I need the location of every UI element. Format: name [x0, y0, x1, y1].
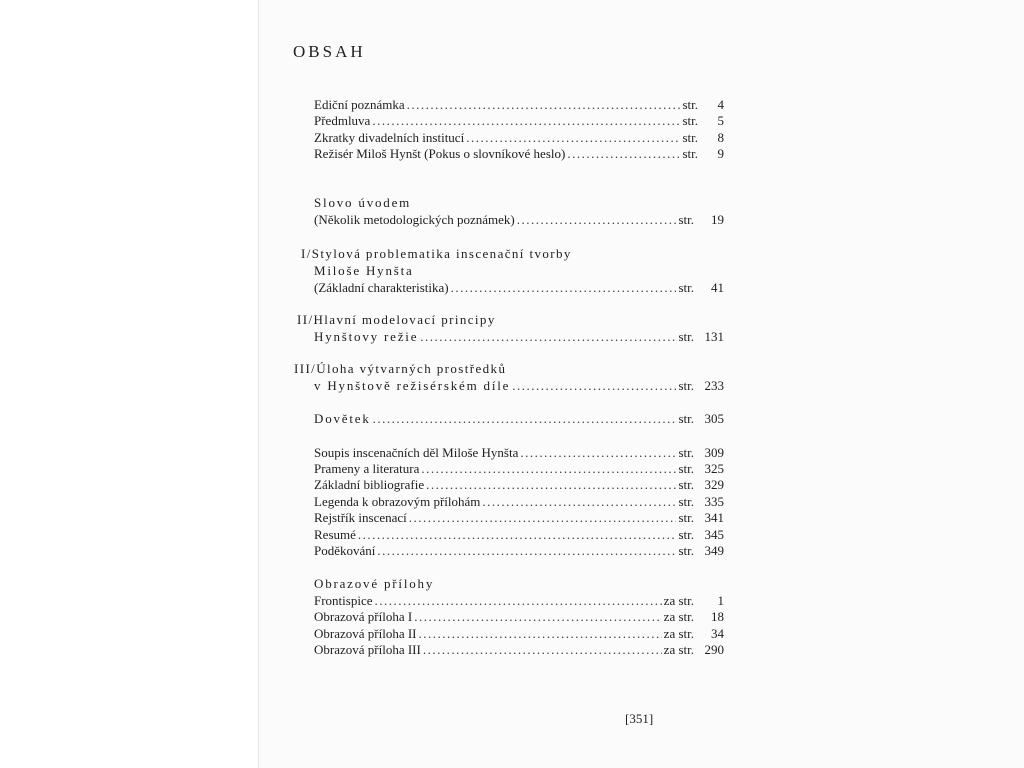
page-title: OBSAH — [293, 42, 366, 61]
chapter-number: I/ — [301, 246, 312, 261]
toc-entry: Dovětek ..... str. 305 — [314, 410, 724, 427]
toc-entry: Předmluva ..... str. 5 — [314, 112, 724, 129]
toc-entry: Obrazová příloha I ..... za str. 18 — [314, 608, 724, 625]
toc-entry: Režisér Miloš Hynšt (Pokus o slovníkové heslo) ..... str. 9 — [314, 145, 724, 162]
toc-entry: Obrazová příloha III ..... za str. 290 — [314, 641, 724, 658]
toc-entry: Obrazová příloha II ..... za str. 34 — [314, 625, 724, 642]
toc-entry: Ediční poznámka ..... str. 4 — [314, 96, 724, 113]
toc-entry: Legenda k obrazovým přílohám ..... str. 335 — [314, 493, 724, 510]
toc-entry: Rejstřík inscenací ..... str. 341 — [314, 509, 724, 526]
section-heading: Slovo úvodem — [314, 195, 412, 210]
scan-margin — [0, 0, 259, 768]
chapter-number: II/ — [297, 312, 314, 327]
toc-entry: v Hynštově režisérském díle ..... str. 233 — [314, 377, 724, 394]
toc-entry: Poděkování ..... str. 349 — [314, 542, 724, 559]
section-heading: Obrazové přílohy — [314, 576, 435, 591]
toc-entry: Hynštovy režie ..... str. 131 — [314, 328, 724, 345]
toc-entry: Resumé ..... str. 345 — [314, 526, 724, 543]
chapter-number: III/ — [294, 361, 317, 376]
toc-entry: Frontispice ..... za str. 1 — [314, 592, 724, 609]
toc-entry: Prameny a literatura ..... str. 325 — [314, 460, 724, 477]
toc-entry: (Několik metodologických poznámek) ..... str. 19 — [314, 211, 724, 228]
toc-entry: Základní bibliografie ..... str. 329 — [314, 476, 724, 493]
toc-entry: (Základní charakteristika) ..... str. 41 — [314, 279, 724, 296]
toc-entry: Zkratky divadelních institucí ..... str. 8 — [314, 129, 724, 146]
chapter-heading: I/Stylová problematika inscenační tvorby — [301, 246, 572, 261]
toc-entry: Soupis inscenačních děl Miloše Hynšta ..... str. 309 — [314, 444, 724, 461]
chapter-heading-continued: Miloše Hynšta — [314, 263, 414, 278]
page-number: [351] — [625, 711, 654, 726]
chapter-heading: II/Hlavní modelovací principy — [297, 312, 496, 327]
chapter-heading: III/Úloha výtvarných prostředků — [294, 361, 507, 376]
